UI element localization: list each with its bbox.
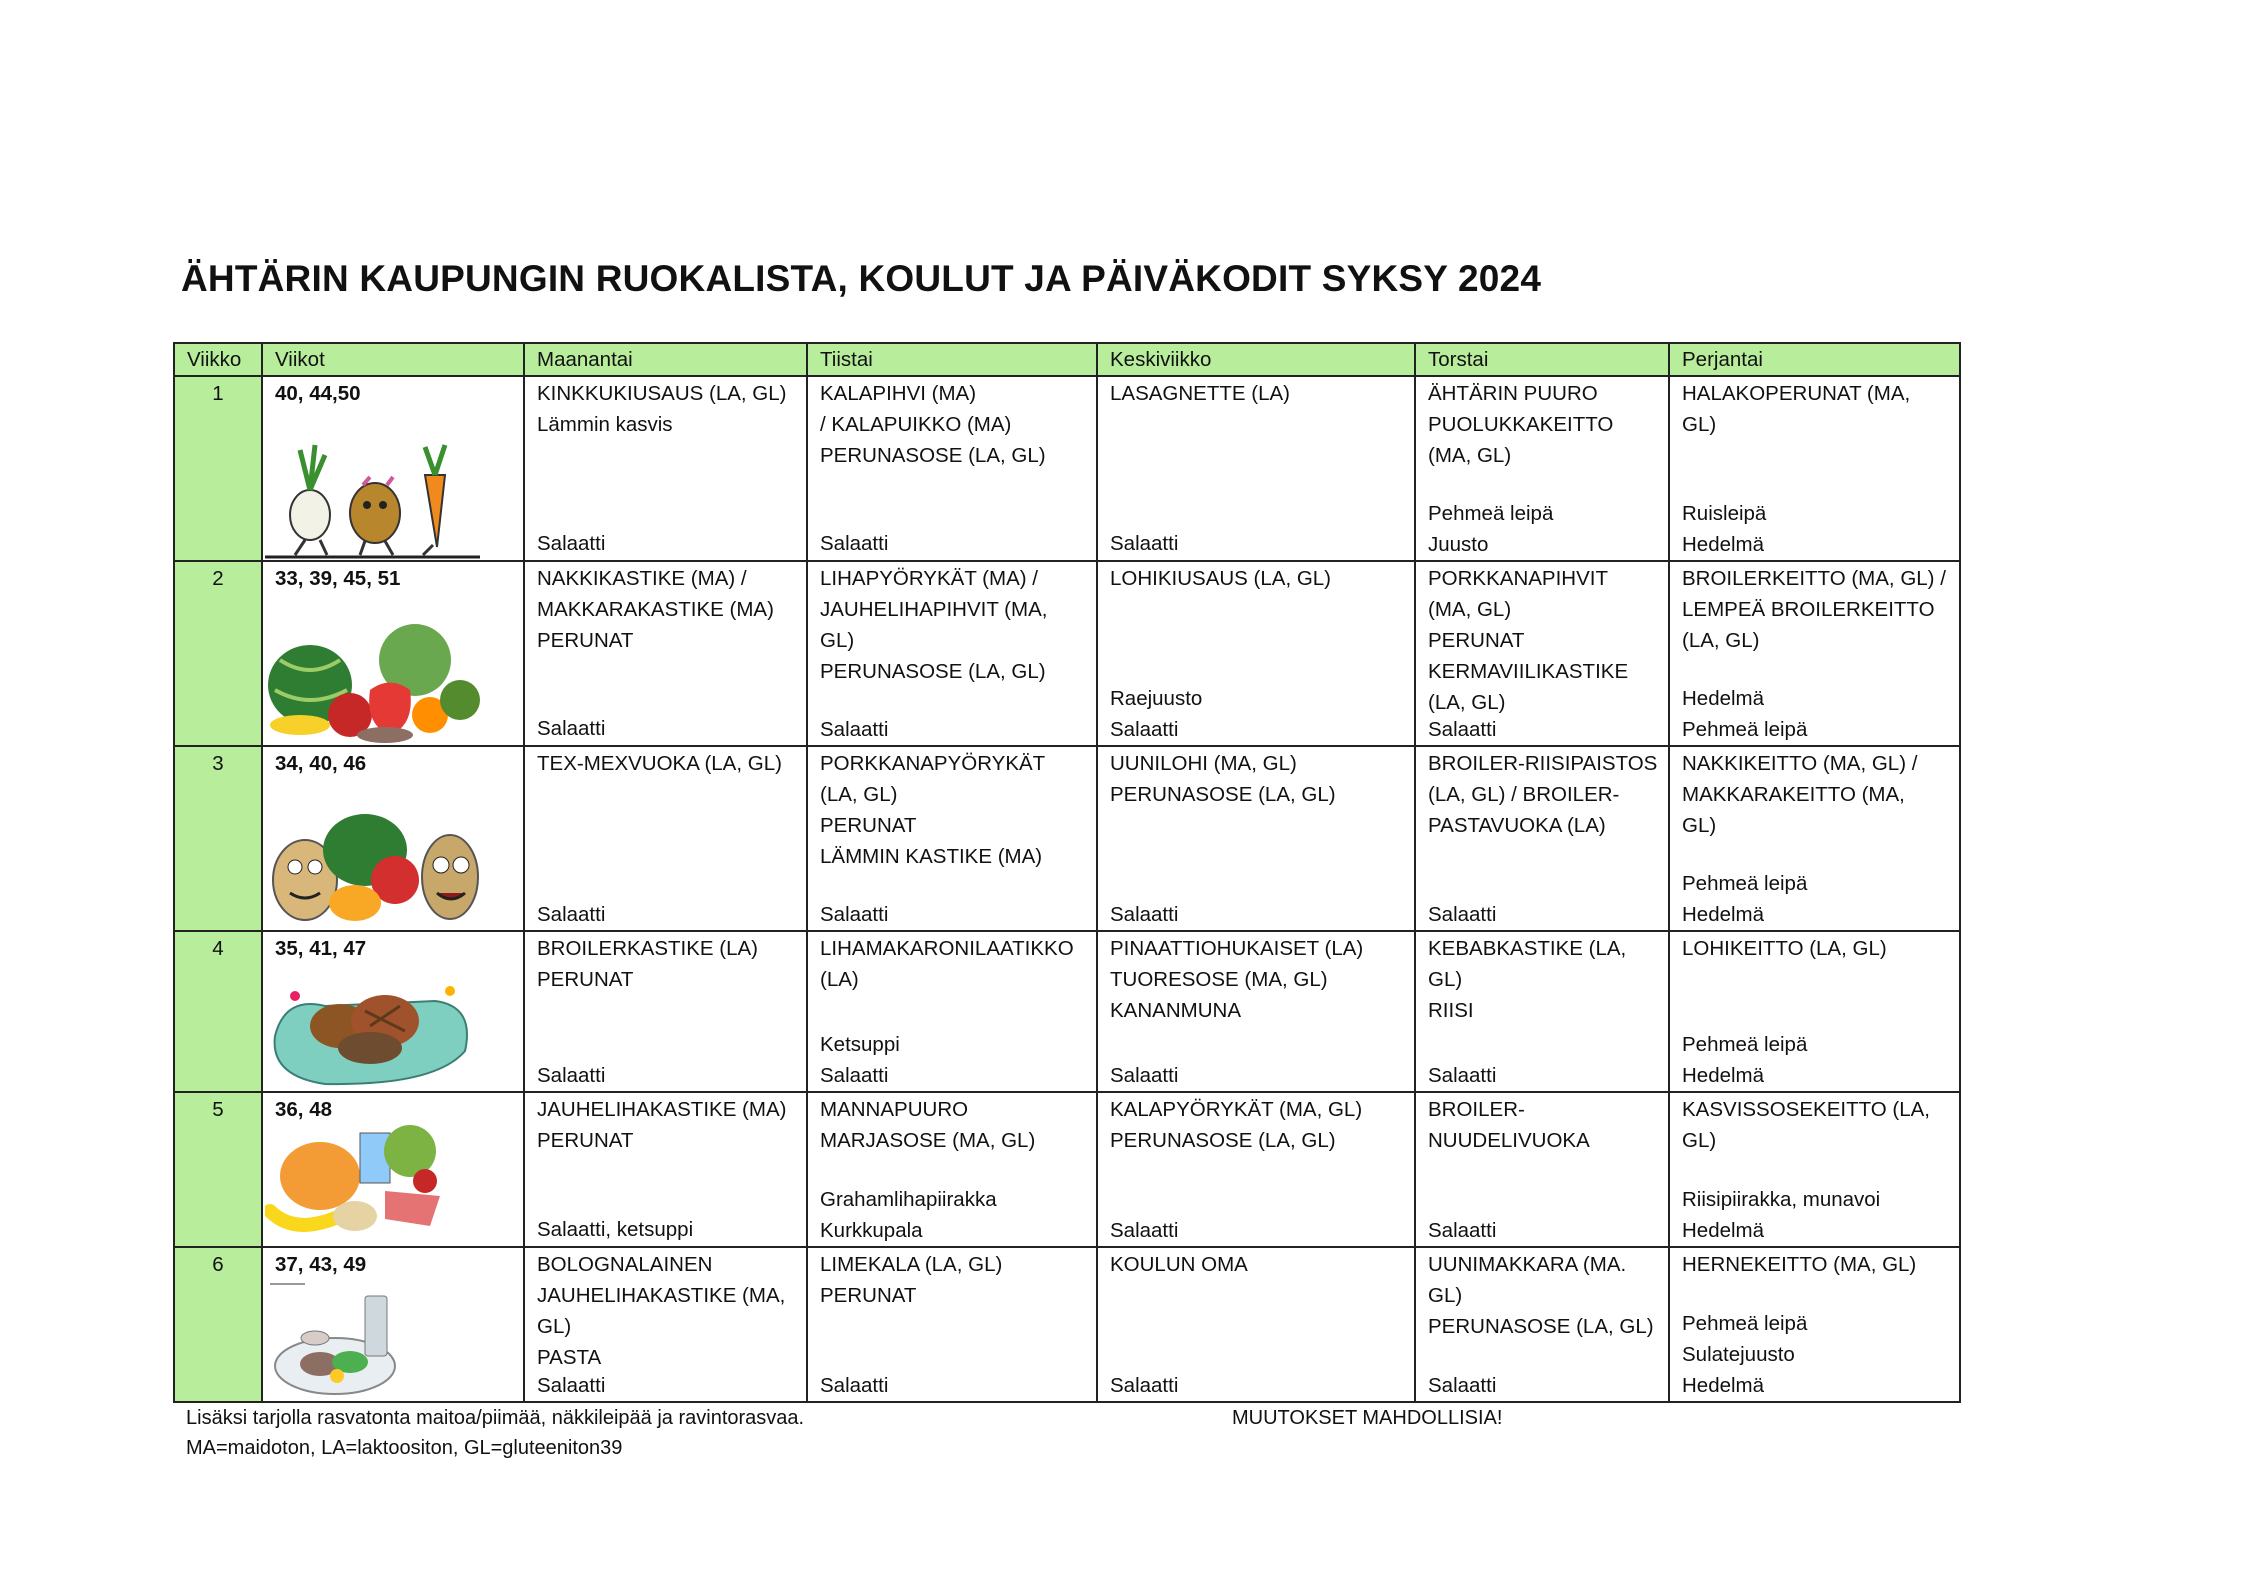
dish-line: PORKKANAPYÖRYKÄT <box>820 752 1046 775</box>
side-line: Pehmeä leipä <box>1682 1312 1808 1335</box>
side-line: Salaatti <box>1110 718 1179 741</box>
dish-line: (LA, GL) <box>820 783 898 806</box>
page-title: ÄHTÄRIN KAUPUNGIN RUOKALISTA, KOULUT JA PÄIVÄKODIT SYKSY 2024 <box>181 258 1542 299</box>
dish-line: BROILER-RIISIPAISTOS <box>1428 752 1658 775</box>
side-line: Grahamlihapiirakka <box>820 1188 997 1211</box>
dish-line: (LA) <box>820 968 859 991</box>
dish-line: PASTAVUOKA (LA) <box>1428 814 1606 837</box>
header-row <box>174 343 1960 376</box>
side-line: Hedelmä <box>1682 1219 1765 1242</box>
side-line: Salaatti <box>537 532 606 555</box>
dish-line: RIISI <box>1428 999 1474 1022</box>
dish-line: GL) <box>1682 814 1717 837</box>
dish-line: PERUNAT <box>1428 629 1525 652</box>
menu-row-week-4 <box>174 931 1960 1092</box>
dish-line: PERUNASOSE (LA, GL) <box>820 660 1046 683</box>
header-viikko: Viikko <box>174 343 262 376</box>
day-cell-torstai <box>1415 1092 1669 1247</box>
dish-line: MARJASOSE (MA, GL) <box>820 1129 1036 1152</box>
side-line: Salaatti <box>820 532 889 555</box>
side-line: Riisipiirakka, munavoi <box>1682 1188 1881 1211</box>
side-line: Sulatejuusto <box>1682 1343 1795 1366</box>
groceries-icon <box>265 1121 485 1247</box>
dish-line: MAKKARAKASTIKE (MA) <box>537 598 774 621</box>
dish-line: UUNIMAKKARA (MA. <box>1428 1253 1627 1276</box>
side-line: Salaatti <box>1428 903 1497 926</box>
dish-line: (MA, GL) <box>1428 598 1512 621</box>
day-cell-tiistai <box>807 561 1097 746</box>
footer-legend: MA=maidoton, LA=laktoositon, GL=gluteeniton39 <box>186 1437 623 1459</box>
menu-row-week-5 <box>174 1092 1960 1247</box>
side-line: Salaatti <box>1110 1219 1179 1242</box>
week-number: 2 <box>174 561 262 746</box>
side-line: Pehmeä leipä <box>1682 1033 1808 1056</box>
header-perjantai: Perjantai <box>1669 343 1960 376</box>
header-torstai: Torstai <box>1415 343 1669 376</box>
side-line: Ketsuppi <box>820 1033 900 1056</box>
header-keskiviikko: Keskiviikko <box>1097 343 1415 376</box>
day-cell-perjantai <box>1669 746 1960 931</box>
week-number: 3 <box>174 746 262 931</box>
week-number: 4 <box>174 931 262 1092</box>
day-cell-torstai <box>1415 561 1669 746</box>
side-line: Pehmeä leipä <box>1682 872 1808 895</box>
day-cell-keskiviikko <box>1097 1092 1415 1247</box>
side-line: Salaatti <box>1110 1374 1179 1397</box>
side-line: Raejuusto <box>1110 687 1203 710</box>
meal-plate-icon <box>265 1276 485 1402</box>
side-line: Salaatti <box>820 718 889 741</box>
day-cell-maanantai <box>524 746 807 931</box>
dish-line: NAKKIKASTIKE (MA) / <box>537 567 747 590</box>
dish-line: PERUNASOSE (LA, GL) <box>820 444 1046 467</box>
day-cell-perjantai <box>1669 561 1960 746</box>
dish-line: UUNILOHI (MA, GL) <box>1110 752 1297 775</box>
dish-line: KINKKUKIUSAUS (LA, GL) <box>537 382 787 405</box>
day-cell-perjantai <box>1669 931 1960 1092</box>
day-cell-torstai <box>1415 1247 1669 1402</box>
side-line: Hedelmä <box>1682 687 1765 710</box>
side-line: Hedelmä <box>1682 1374 1765 1397</box>
dish-line: PERUNAT <box>537 968 634 991</box>
side-line: Kurkkupala <box>820 1219 923 1242</box>
side-line: Salaatti <box>1110 1064 1179 1087</box>
dish-line: HALAKOPERUNAT (MA, <box>1682 382 1911 405</box>
menu-row-week-3 <box>174 746 1960 931</box>
day-cell-maanantai <box>524 376 807 561</box>
dish-line: (MA, GL) <box>1428 444 1512 467</box>
side-line: Pehmeä leipä <box>1428 502 1554 525</box>
header-viikot: Viikot <box>262 343 524 376</box>
week-number: 5 <box>174 1092 262 1247</box>
dish-line: PORKKANAPIHVIT <box>1428 567 1608 590</box>
dish-line: MANNAPUURO <box>820 1098 969 1121</box>
menu-table <box>173 342 1961 1403</box>
dish-line: GL) <box>1682 413 1717 436</box>
dish-line: (LA, GL) / BROILER- <box>1428 783 1620 806</box>
day-cell-maanantai <box>524 561 807 746</box>
day-cell-keskiviikko <box>1097 376 1415 561</box>
dish-line: KERMAVIILIKASTIKE <box>1428 660 1629 683</box>
side-line: Salaatti <box>820 903 889 926</box>
day-cell-perjantai <box>1669 1092 1960 1247</box>
dish-line: (LA, GL) <box>1682 629 1760 652</box>
dish-line: PERUNAT <box>537 1129 634 1152</box>
week-list: 36, 48 <box>275 1098 332 1121</box>
dish-line: BOLOGNALAINEN <box>537 1253 713 1276</box>
day-cell-keskiviikko <box>1097 561 1415 746</box>
dish-line: PINAATTIOHUKAISET (LA) <box>1110 937 1364 960</box>
dish-line: BROILERKEITTO (MA, GL) / <box>1682 567 1946 590</box>
dish-line: KOULUN OMA <box>1110 1253 1248 1276</box>
week-list: 33, 39, 45, 51 <box>275 567 401 590</box>
day-cell-keskiviikko <box>1097 931 1415 1092</box>
menu-row-week-2 <box>174 561 1960 746</box>
weeks-cell <box>262 1247 524 1402</box>
side-line: Salaatti <box>1110 532 1179 555</box>
day-cell-maanantai <box>524 931 807 1092</box>
dish-line: PERUNASOSE (LA, GL) <box>1110 783 1336 806</box>
dish-line: TUORESOSE (MA, GL) <box>1110 968 1328 991</box>
day-cell-keskiviikko <box>1097 746 1415 931</box>
dish-line: LEMPEÄ BROILERKEITTO <box>1682 598 1935 621</box>
dish-line: GL) <box>1428 1284 1463 1307</box>
side-line: Salaatti <box>537 1064 606 1087</box>
dish-line: NAKKIKEITTO (MA, GL) / <box>1682 752 1918 775</box>
side-line: Ruisleipä <box>1682 502 1767 525</box>
vegetable-characters-icon <box>265 805 485 931</box>
dish-line: NUUDELIVUOKA <box>1428 1129 1590 1152</box>
dancing-vegetables-icon <box>265 435 485 561</box>
dish-line: TEX-MEXVUOKA (LA, GL) <box>537 752 782 775</box>
dish-line: GL) <box>537 1315 572 1338</box>
dish-line: HERNEKEITTO (MA, GL) <box>1682 1253 1917 1276</box>
side-line: Salaatti <box>1428 1374 1497 1397</box>
dish-line: PERUNAT <box>820 1284 917 1307</box>
dish-line: LÄMMIN KASTIKE (MA) <box>820 845 1043 868</box>
weeks-cell <box>262 931 524 1092</box>
day-cell-maanantai <box>524 1092 807 1247</box>
dish-line: MAKKARAKEITTO (MA, <box>1682 783 1905 806</box>
menu-row-week-1 <box>174 376 1960 561</box>
dish-line: GL) <box>1682 1129 1717 1152</box>
side-line: Salaatti <box>820 1064 889 1087</box>
dish-line: Lämmin kasvis <box>537 413 673 436</box>
day-cell-perjantai <box>1669 376 1960 561</box>
dish-line: ÄHTÄRIN PUURO <box>1428 382 1598 405</box>
weeks-cell <box>262 1092 524 1247</box>
dish-line: LIHAMAKARONILAATIKKO <box>820 937 1074 960</box>
footer-notice: MUUTOKSET MAHDOLLISIA! <box>1232 1407 1503 1429</box>
week-list: 40, 44,50 <box>275 382 361 405</box>
side-line: Salaatti <box>1428 718 1497 741</box>
dish-line: JAUHELIHAPIHVIT (MA, <box>820 598 1048 621</box>
dish-line: LASAGNETTE (LA) <box>1110 382 1290 405</box>
side-line: Salaatti <box>537 1374 606 1397</box>
week-list: 37, 43, 49 <box>275 1253 367 1276</box>
week-list: 35, 41, 47 <box>275 937 367 960</box>
menu-row-week-6 <box>174 1247 1960 1402</box>
side-line: Salaatti, ketsuppi <box>537 1218 694 1241</box>
day-cell-tiistai <box>807 376 1097 561</box>
dish-line: PERUNASOSE (LA, GL) <box>1428 1315 1654 1338</box>
day-cell-torstai <box>1415 931 1669 1092</box>
bread-basket-icon <box>265 966 485 1092</box>
weeks-cell <box>262 561 524 746</box>
fruit-vegetable-pile-icon <box>265 620 485 746</box>
day-cell-tiistai <box>807 1247 1097 1402</box>
side-line: Juusto <box>1428 533 1489 556</box>
dish-line: PASTA <box>537 1346 602 1369</box>
dish-line: KASVISSOSEKEITTO (LA, <box>1682 1098 1930 1121</box>
dish-line: KALAPIHVI (MA) <box>820 382 977 405</box>
day-cell-torstai <box>1415 376 1669 561</box>
header-tiistai: Tiistai <box>807 343 1097 376</box>
footer-note: Lisäksi tarjolla rasvatonta maitoa/piimää, näkkileipää ja ravintorasvaa. <box>186 1407 805 1429</box>
dish-line: BROILER- <box>1428 1098 1525 1121</box>
week-list: 34, 40, 46 <box>275 752 367 775</box>
dish-line: BROILERKASTIKE (LA) <box>537 937 759 960</box>
side-line: Hedelmä <box>1682 903 1765 926</box>
day-cell-tiistai <box>807 746 1097 931</box>
weeks-cell <box>262 376 524 561</box>
header-maanantai: Maanantai <box>524 343 807 376</box>
side-line: Pehmeä leipä <box>1682 718 1808 741</box>
day-cell-torstai <box>1415 746 1669 931</box>
dish-line: / KALAPUIKKO (MA) <box>820 413 1012 436</box>
dish-line: KALAPYÖRYKÄT (MA, GL) <box>1110 1098 1363 1121</box>
day-cell-perjantai <box>1669 1247 1960 1402</box>
side-line: Salaatti <box>820 1374 889 1397</box>
dish-line: PUOLUKKAKEITTO <box>1428 413 1614 436</box>
dish-line: JAUHELIHAKASTIKE (MA) <box>537 1098 787 1121</box>
dish-line: LOHIKIUSAUS (LA, GL) <box>1110 567 1332 590</box>
dish-line: GL) <box>820 629 855 652</box>
dish-line: GL) <box>1428 968 1463 991</box>
weeks-cell <box>262 746 524 931</box>
side-line: Salaatti <box>1110 903 1179 926</box>
dish-line: PERUNASOSE (LA, GL) <box>1110 1129 1336 1152</box>
day-cell-tiistai <box>807 931 1097 1092</box>
side-line: Salaatti <box>1428 1064 1497 1087</box>
day-cell-tiistai <box>807 1092 1097 1247</box>
week-number: 1 <box>174 376 262 561</box>
dish-line: KANANMUNA <box>1110 999 1241 1022</box>
dish-line: PERUNAT <box>537 629 634 652</box>
dish-line: LOHIKEITTO (LA, GL) <box>1682 937 1887 960</box>
side-line: Salaatti <box>537 903 606 926</box>
dish-line: LIHAPYÖRYKÄT (MA) / <box>820 567 1038 590</box>
day-cell-keskiviikko <box>1097 1247 1415 1402</box>
day-cell-maanantai <box>524 1247 807 1402</box>
dish-line: LIMEKALA (LA, GL) <box>820 1253 1003 1276</box>
side-line: Hedelmä <box>1682 1064 1765 1087</box>
dish-line: PERUNAT <box>820 814 917 837</box>
dish-line: (LA, GL) <box>1428 691 1506 714</box>
side-line: Salaatti <box>537 717 606 740</box>
week-number: 6 <box>174 1247 262 1402</box>
side-line: Hedelmä <box>1682 533 1765 556</box>
side-line: Salaatti <box>1428 1219 1497 1242</box>
dish-line: KEBABKASTIKE (LA, <box>1428 937 1627 960</box>
dish-line: JAUHELIHAKASTIKE (MA, <box>537 1284 786 1307</box>
